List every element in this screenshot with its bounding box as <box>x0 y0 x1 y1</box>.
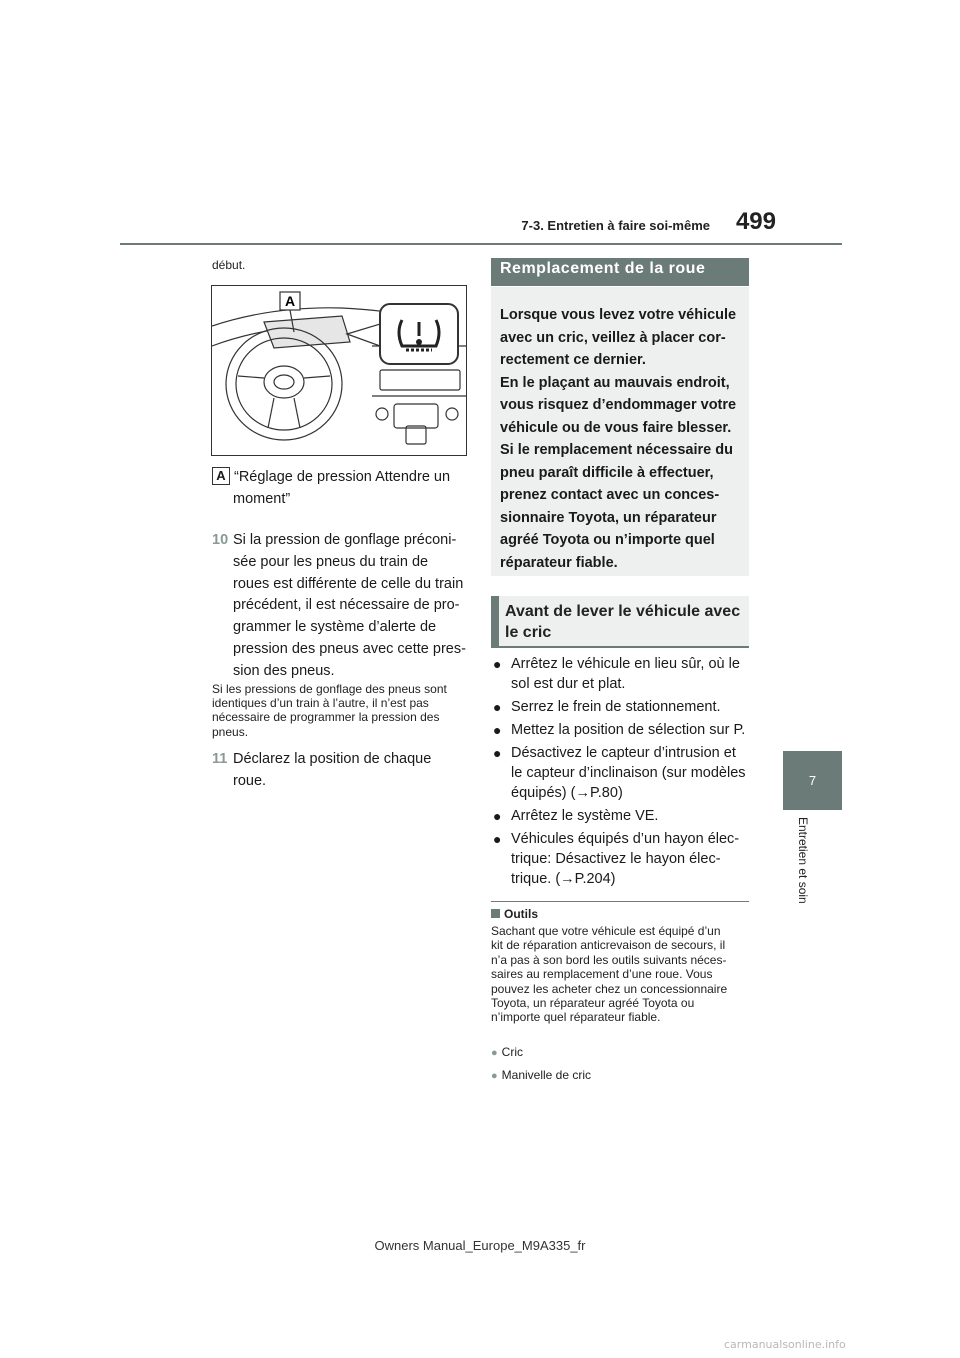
caption-tag: A <box>212 467 230 485</box>
tools-line: pouvez les acheter chez un concessionnaire <box>491 981 728 996</box>
step-line: grammer le système d’alerte de <box>233 619 437 636</box>
warning-line: avec un cric, veillez à placer cor- <box>500 329 726 346</box>
steering-wheel-illustration <box>212 286 466 455</box>
step-line: Déclarez la position de chaque <box>233 751 432 767</box>
list-item <box>491 829 753 889</box>
page-number: 499 <box>735 208 776 235</box>
warning-line: véhicule ou de vous faire blesser. <box>500 419 732 436</box>
bullet-icon: ● <box>493 722 502 738</box>
subsection-heading-line: Avant de lever le véhicule avec <box>505 603 741 620</box>
bullet-icon: ● <box>493 831 502 847</box>
subsection-accent-bar <box>491 596 499 648</box>
step-10 <box>212 530 467 680</box>
tools-line: kit de réparation anticrevaison de secours, il <box>491 938 726 953</box>
warning-line: vous risquez d’endommager votre <box>500 397 737 413</box>
footer-text: Owners Manual_Europe_M9A335_fr <box>374 1238 586 1253</box>
list-item <box>491 697 753 717</box>
step-line: précédent, il est nécessaire de pro- <box>233 597 460 614</box>
subsection-heading-line: le cric <box>505 624 552 641</box>
tools-heading <box>491 907 538 921</box>
warning-text <box>500 304 744 574</box>
warning-line: Lorsque vous levez votre véhicule <box>500 307 737 323</box>
checklist <box>491 654 753 892</box>
continued-text: début. <box>212 258 246 272</box>
tool-item <box>491 1068 591 1082</box>
step-line: sion des pneus. <box>233 662 335 679</box>
chapter-tab: 7 <box>783 751 842 810</box>
section-title: 7-3. Entretien à faire soi-même <box>521 218 710 233</box>
step-11 <box>212 749 467 795</box>
tool-name: Manivelle de cric <box>501 1068 592 1082</box>
bullet-icon: ● <box>493 656 502 672</box>
note-paragraph <box>212 682 467 739</box>
caption-line: “Réglage de pression Attendre un <box>234 469 451 485</box>
step-line: Si la pression de gonflage préconi- <box>233 532 457 548</box>
list-item <box>491 654 753 694</box>
list-item-line: Désactivez le capteur d’intrusion et <box>511 745 736 761</box>
list-item-line: Serrez le frein de stationnement. <box>511 699 721 715</box>
caption-a <box>212 467 462 489</box>
list-item-line: le capteur d’inclinaison (sur modèles <box>511 765 746 781</box>
header-rule <box>120 243 842 245</box>
warning-line: prenez contact avec un conces- <box>500 487 720 503</box>
note-line: nécessaire de programmer la pression des <box>212 710 440 725</box>
step-line: sée pour les pneus du train de <box>233 553 429 570</box>
step-body <box>233 749 473 793</box>
tools-line: Toyota, un réparateur agréé Toyota ou <box>491 996 695 1011</box>
step-number: 11 <box>212 751 228 767</box>
bullet-icon: ● <box>493 745 502 761</box>
dashboard-illustration <box>211 285 467 456</box>
list-item-line: Véhicules équipés d’un hayon élec- <box>511 831 740 847</box>
subsection-heading <box>505 601 745 643</box>
tools-heading-text: Outils <box>504 907 539 921</box>
tools-line: Sachant que votre véhicule est équipé d’un <box>491 924 721 938</box>
callout-a: A <box>284 293 296 309</box>
caption-line: moment” <box>233 491 291 507</box>
bullet-icon: ● <box>491 1047 498 1059</box>
bullet-icon: ● <box>493 699 502 715</box>
watermark: carmanualsonline.info <box>724 1338 846 1351</box>
chapter-label: Entretien et soin <box>796 817 810 904</box>
warning-line: réparateur fiable. <box>500 554 618 571</box>
list-item-line: équipés) (→P.80) <box>511 785 623 801</box>
list-item-line: Arrêtez le système VE. <box>511 808 659 824</box>
tools-line: n’importe quel réparateur fiable. <box>491 1010 661 1025</box>
note-line: Si les pressions de gonflage des pneus sont <box>212 682 447 696</box>
bullet-icon: ● <box>493 808 502 824</box>
warning-line: agréé Toyota ou n’importe quel <box>500 532 715 548</box>
list-item <box>491 743 753 803</box>
warning-line: En le plaçant au mauvais endroit, <box>500 374 730 391</box>
bullet-icon: ● <box>491 1070 498 1082</box>
step-body <box>233 530 473 683</box>
section-heading: Remplacement de la roue <box>500 260 706 277</box>
tool-item <box>491 1045 523 1059</box>
warning-line: rectement ce dernier. <box>500 352 646 368</box>
list-item-line: Arrêtez le véhicule en lieu sûr, où le <box>511 656 740 672</box>
list-item <box>491 720 753 740</box>
tools-paragraph <box>491 924 753 1025</box>
tools-line: saires au remplacement d’une roue. Vous <box>491 967 713 982</box>
list-item-line: trique. (→P.204) <box>511 871 616 887</box>
note-line: pneus. <box>212 724 249 739</box>
tool-name: Cric <box>501 1045 523 1059</box>
step-number: 10 <box>212 532 229 548</box>
note-line: identiques d’un train à l’autre, il n’est pas <box>212 696 429 711</box>
step-line: pression des pneus avec cette pres- <box>233 640 466 657</box>
tools-line: n’a pas à son bord les outils suivants néces- <box>491 952 727 967</box>
list-item-line: trique: Désactivez le hayon élec- <box>511 851 721 867</box>
square-bullet-icon <box>491 909 500 918</box>
warning-line: Si le remplacement nécessaire du <box>500 442 733 458</box>
step-line: roues est différente de celle du train <box>233 575 464 592</box>
list-item <box>491 806 753 826</box>
step-line: roue. <box>233 772 267 789</box>
divider <box>491 901 749 902</box>
warning-line: sionnaire Toyota, un réparateur <box>500 509 717 526</box>
list-item-line: Mettez la position de sélection sur P. <box>511 722 746 738</box>
warning-line: pneu paraît difficile à effectuer, <box>500 464 714 481</box>
list-item-line: sol est dur et plat. <box>511 676 626 692</box>
